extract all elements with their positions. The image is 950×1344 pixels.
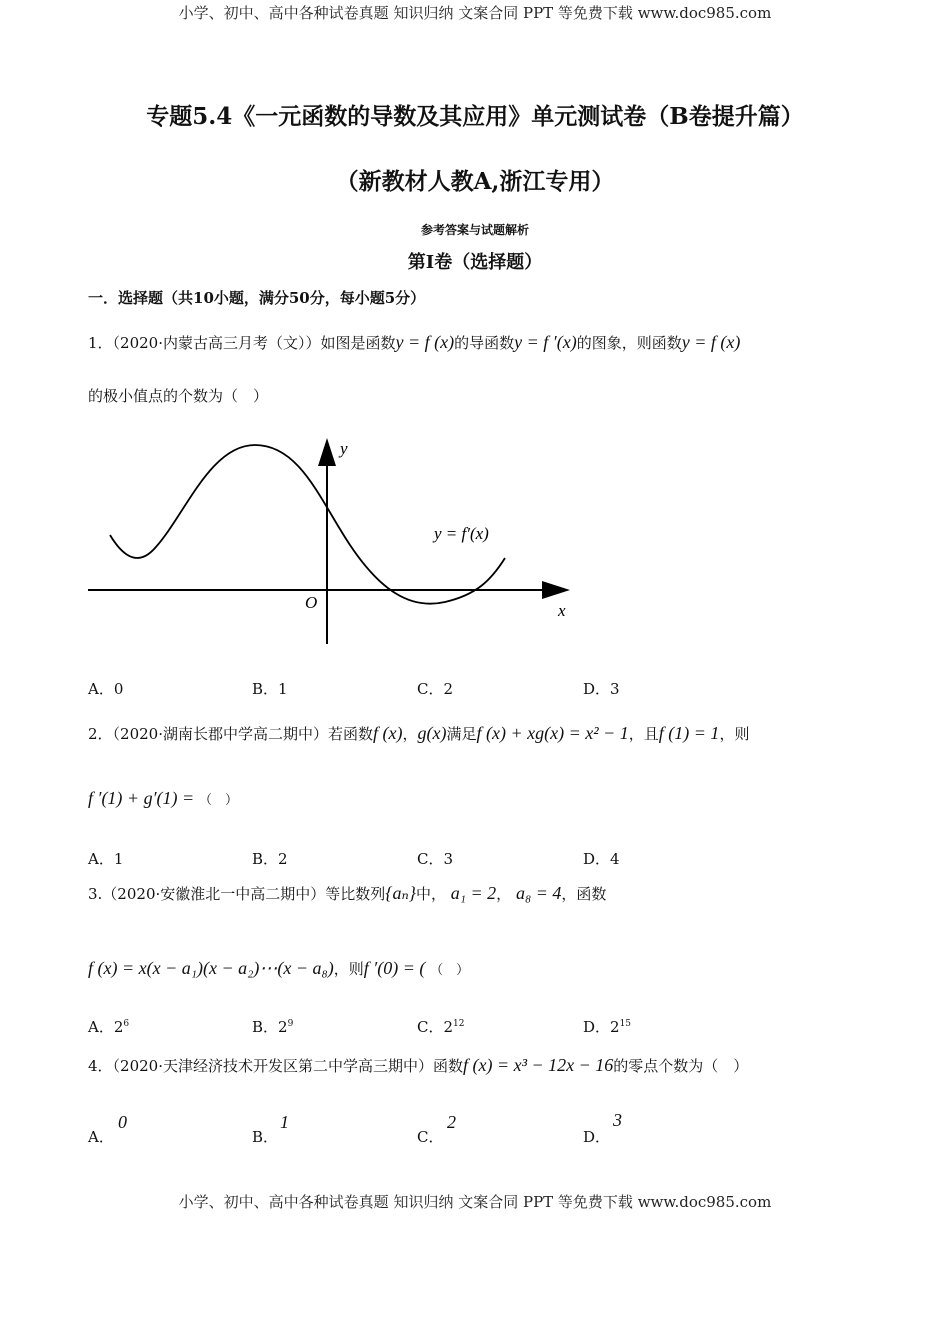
q2-math-3: f (x) + xg(x) = x² − 1 bbox=[476, 723, 629, 743]
q3-option-b-label: B．2 bbox=[252, 1018, 288, 1036]
q2-sep: ， bbox=[402, 725, 418, 743]
q1-option-c[interactable]: C．2 bbox=[417, 680, 454, 698]
document-subtitle: （新教材人教A,浙江专用） bbox=[335, 168, 615, 195]
q1-math-2: y = f ′(x) bbox=[514, 332, 577, 352]
q4-option-d-label[interactable]: D． bbox=[583, 1128, 611, 1146]
q1-math-3: y = f (x) bbox=[681, 332, 741, 352]
q1-mid-1: 的导函数 bbox=[454, 334, 515, 352]
q1-option-d[interactable]: D．3 bbox=[583, 680, 620, 698]
question-3 bbox=[88, 883, 606, 904]
q2-option-d[interactable]: D．4 bbox=[583, 850, 620, 868]
q4-option-b-value: 1 bbox=[280, 1112, 289, 1132]
answer-heading: 参考答案与试题解析 bbox=[420, 223, 529, 237]
q3-line2-math-2: f ′(0) = ( bbox=[363, 958, 426, 978]
q2-mid: 满足 bbox=[446, 725, 477, 743]
section-heading: 一．选择题（共10小题，满分50分，每小题5分） bbox=[88, 289, 426, 307]
q3-line2-end: （ ） bbox=[430, 963, 470, 978]
q2-prefix: 2．（2020·湖南长郡中学高二期中）若函数 bbox=[88, 725, 373, 743]
page-header: 小学、初中、高中各种试卷真题 知识归纳 文案合同 PPT 等免费下载 www.doc985.com bbox=[178, 4, 772, 22]
q2-math-4: f (1) = 1 bbox=[658, 723, 720, 743]
q3-option-c[interactable] bbox=[417, 1016, 464, 1037]
q2-math-2: g(x) bbox=[417, 723, 447, 743]
q3-end: ，函数 bbox=[561, 885, 607, 903]
x-axis-arrow bbox=[542, 581, 570, 599]
q3-option-a-exp: 6 bbox=[123, 1019, 130, 1029]
q3-prefix: 3.（2020·安徽淮北一中高二期中）等比数列 bbox=[88, 885, 386, 903]
q4-prefix: 4．（2020·天津经济技术开发区第二中学高三期中）函数 bbox=[88, 1057, 463, 1075]
curve-label: y = f′(x) bbox=[434, 524, 489, 543]
page-footer: 小学、初中、高中各种试卷真题 知识归纳 文案合同 PPT 等免费下载 www.doc985.com bbox=[178, 1193, 772, 1211]
q3-option-d-label: D．2 bbox=[583, 1018, 620, 1036]
q3-mid-1: 中， bbox=[415, 885, 446, 903]
q3-option-a[interactable] bbox=[88, 1016, 129, 1037]
derivative-graph bbox=[80, 430, 580, 660]
q4-option-c-label[interactable]: C． bbox=[417, 1128, 444, 1146]
y-axis-arrow bbox=[318, 438, 336, 466]
q3-line2-mid: ，则 bbox=[333, 960, 364, 978]
q2-mid-2: ，且 bbox=[628, 725, 659, 743]
q1-option-b[interactable]: B．1 bbox=[252, 680, 288, 698]
q3-line-2 bbox=[88, 958, 469, 979]
q4-option-d-value: 3 bbox=[613, 1110, 622, 1130]
q1-mid-2: 的图象，则函数 bbox=[576, 334, 682, 352]
q3-option-d-exp: 15 bbox=[619, 1019, 632, 1029]
question-1 bbox=[88, 332, 740, 353]
q3-option-c-exp: 12 bbox=[453, 1019, 465, 1029]
q1-prefix: 1．（2020·内蒙古高三月考（文））如图是函数 bbox=[88, 334, 396, 352]
q3-line2-math: f (x) = x(x − a₁)(x − a₂)⋯(x − a₈) bbox=[88, 958, 334, 978]
q2-math-1: f (x) bbox=[373, 723, 403, 743]
document-title: 专题5.4《一元函数的导数及其应用》单元测试卷（B卷提升篇） bbox=[146, 103, 804, 130]
q4-end: 的零点个数为（ ） bbox=[613, 1057, 749, 1075]
q1-line-2: 的极小值点的个数为（ ） bbox=[88, 387, 269, 405]
q4-option-c-value: 2 bbox=[447, 1112, 456, 1132]
q3-math-2: a₁ = 2 bbox=[450, 883, 497, 903]
q3-option-d[interactable] bbox=[583, 1016, 631, 1037]
q3-math-3: a₈ = 4 bbox=[515, 883, 562, 903]
question-2 bbox=[88, 723, 749, 744]
q3-option-b[interactable] bbox=[252, 1016, 293, 1037]
q4-option-b-label[interactable]: B． bbox=[252, 1128, 279, 1146]
question-4 bbox=[88, 1055, 748, 1076]
q2-option-c[interactable]: C．3 bbox=[417, 850, 454, 868]
q1-math-1: y = f (x) bbox=[395, 332, 455, 352]
q2-end: ，则 bbox=[719, 725, 750, 743]
q2-option-b[interactable]: B．2 bbox=[252, 850, 288, 868]
x-axis-label: x bbox=[558, 601, 566, 620]
q3-option-c-label: C．2 bbox=[417, 1018, 454, 1036]
q4-option-a-label[interactable]: A． bbox=[88, 1128, 114, 1146]
q3-option-b-exp: 9 bbox=[287, 1019, 294, 1029]
q2-line2-math: f ′(1) + g′(1) = bbox=[88, 788, 195, 808]
q3-option-a-label: A．2 bbox=[88, 1018, 124, 1036]
q1-option-a[interactable]: A．0 bbox=[88, 680, 124, 698]
q2-line-2 bbox=[88, 788, 238, 809]
q3-sep: ， bbox=[496, 885, 512, 903]
y-axis-label: y bbox=[340, 439, 348, 458]
q4-option-a-value: 0 bbox=[118, 1112, 127, 1132]
q4-math-1: f (x) = x³ − 12x − 16 bbox=[463, 1055, 614, 1075]
origin-label: O bbox=[305, 593, 318, 612]
q2-option-a[interactable]: A．1 bbox=[88, 850, 124, 868]
volume-heading: 第Ⅰ卷（选择题） bbox=[407, 252, 543, 273]
q2-line2-end: （ ） bbox=[198, 793, 238, 808]
q3-math-1: {aₙ} bbox=[385, 883, 416, 903]
